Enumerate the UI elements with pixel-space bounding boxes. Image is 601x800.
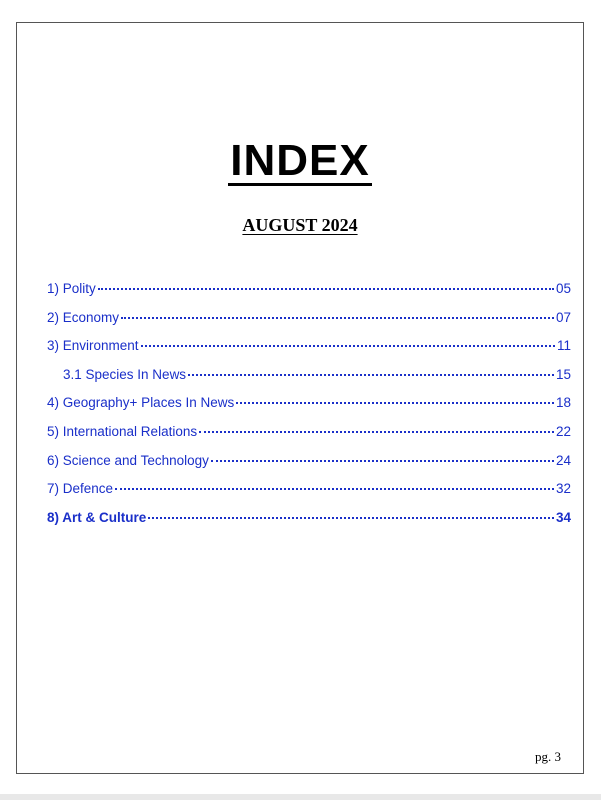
toc-entry-art-culture[interactable] (47, 510, 571, 539)
toc-leader-dots (148, 517, 554, 519)
toc-entry-page: 11 (556, 338, 571, 354)
viewer-bottom-edge (0, 794, 601, 800)
toc-entry-polity[interactable] (47, 281, 571, 310)
page-title-text: INDEX (230, 136, 370, 185)
page-subtitle (17, 215, 583, 236)
toc-leader-dots (98, 288, 554, 290)
toc-leader-dots (115, 488, 554, 490)
toc-entry-label: 3.1 Species In News (63, 366, 187, 382)
toc-leader-dots (141, 345, 555, 347)
toc-leader-dots (199, 431, 554, 433)
toc-entry-label: 1) Polity (47, 281, 96, 296)
toc-entry-environment[interactable] (47, 338, 571, 367)
toc-leader-dots (188, 374, 554, 376)
toc-entry-page: 07 (555, 309, 571, 325)
page-number: pg. 3 (535, 749, 561, 764)
toc-leader-dots (236, 402, 554, 404)
table-of-contents (47, 281, 571, 538)
toc-entry-species-in-news[interactable] (47, 367, 571, 396)
toc-leader-dots (211, 460, 554, 462)
page-title (17, 135, 583, 187)
toc-entry-label: 4) Geography+ Places In News (47, 395, 235, 411)
toc-entry-label: 8) Art & Culture (47, 509, 147, 525)
toc-entry-label: 3) Environment (47, 338, 139, 354)
toc-entry-label: 6) Science and Technology (47, 452, 209, 468)
toc-entry-label: 7) Defence (47, 481, 114, 497)
toc-entry-page: 05 (555, 281, 571, 296)
toc-entry-page: 22 (555, 423, 571, 439)
toc-entry-page: 32 (555, 481, 571, 497)
toc-entry-geography[interactable] (47, 395, 571, 424)
toc-leader-dots (121, 317, 554, 319)
toc-entry-page: 15 (555, 366, 571, 382)
page-subtitle-text: AUGUST 2024 (242, 215, 358, 235)
toc-entry-science-technology[interactable] (47, 453, 571, 482)
toc-entry-page: 34 (555, 509, 571, 525)
toc-entry-page: 24 (555, 452, 571, 468)
toc-entry-page: 18 (555, 395, 571, 411)
document-page (16, 22, 584, 774)
toc-entry-defence[interactable] (47, 481, 571, 510)
toc-entry-economy[interactable] (47, 310, 571, 339)
toc-entry-label: 2) Economy (47, 309, 120, 325)
toc-entry-label: 5) International Relations (47, 423, 198, 439)
toc-entry-international-relations[interactable] (47, 424, 571, 453)
